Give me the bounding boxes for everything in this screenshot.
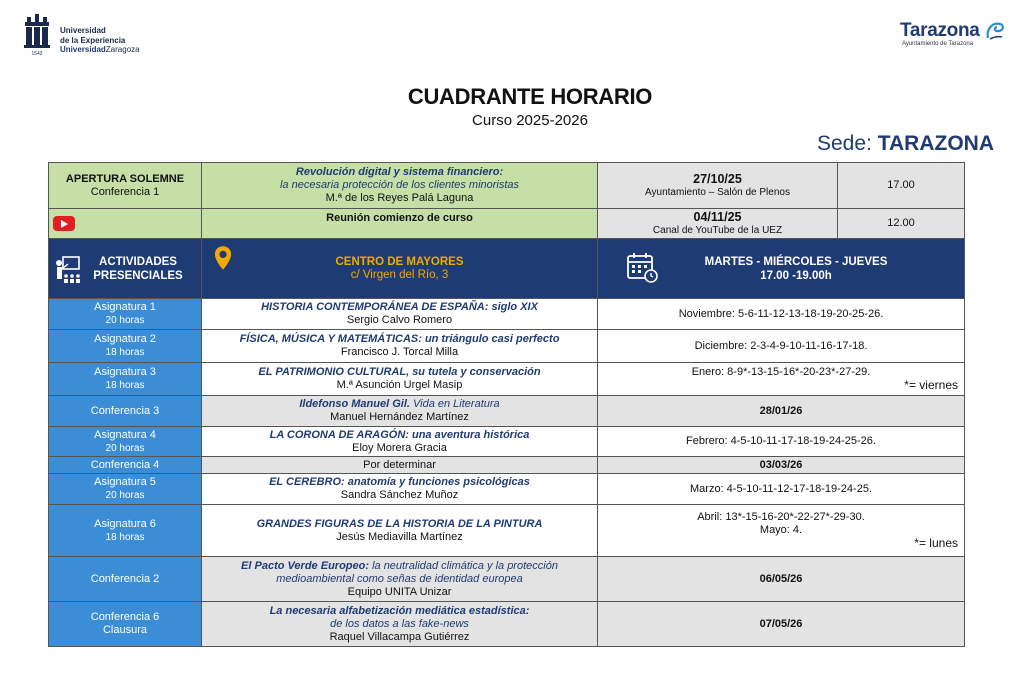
meeting-date-cell: [598, 209, 838, 239]
row-title: La necesaria alfabetización mediática estadística:: [269, 604, 530, 617]
row-course-cell: [202, 299, 598, 330]
university-crest-icon: [24, 14, 50, 56]
table-row: [49, 330, 965, 363]
uni-year: 1542: [31, 51, 43, 56]
meeting-label: Reunión comienzo de curso: [202, 209, 598, 239]
uni-line-2: de la Experiencia: [60, 35, 126, 45]
schedule-hours: 17.00 -19.00h: [760, 269, 832, 282]
table-row: [49, 363, 965, 396]
row-course-cell: [202, 330, 598, 363]
tarazona-wordmark: Tarazona: [899, 20, 980, 41]
table-row: [49, 427, 965, 457]
opening-speaker: M.ª de los Reyes Palá Laguna: [325, 192, 474, 204]
row-title-rest: la neutralidad climática y la protección: [369, 559, 558, 572]
row-label: Asignatura 6: [94, 517, 156, 530]
opening-row: [49, 163, 965, 209]
row-label: Conferencia 4: [49, 457, 202, 474]
row-title: LA CORONA DE ARAGÓN: una aventura histórica: [269, 428, 530, 441]
meeting-row: [49, 209, 965, 239]
opening-label: APERTURA SOLEMNE: [65, 172, 185, 185]
row-dates-cell: [598, 363, 965, 396]
opening-place: Ayuntamiento – Salón de Plenos: [645, 186, 790, 198]
table-row: [49, 557, 965, 602]
row-label-cell: [49, 299, 202, 330]
row-label-cell: [49, 330, 202, 363]
meeting-place: Canal de YouTube de la UEZ: [652, 224, 783, 236]
row-title: GRANDES FIGURAS DE LA HISTORIA DE LA PINTURA: [256, 517, 543, 530]
row-hours: 20 horas: [105, 490, 145, 501]
row-dates: Marzo: 4-5-10-11-12-17-18-19-24-25.: [598, 474, 965, 505]
row-hours: 20 horas: [105, 315, 145, 326]
opening-sub: Conferencia 1: [90, 185, 160, 198]
row-hours: 18 horas: [105, 380, 145, 391]
row-speaker: Sergio Calvo Romero: [346, 314, 453, 326]
swirl-icon: [984, 20, 1006, 42]
row-speaker: Raquel Villacampa Gutiérrez: [329, 630, 470, 643]
meeting-icon-cell: [49, 209, 202, 239]
row-note: *= lunes: [914, 536, 958, 550]
location-address: c/ Virgen del Río, 3: [350, 269, 449, 281]
row-speaker: Equipo UNITA Unizar: [347, 585, 452, 598]
uni-line-1: Universidad: [60, 26, 106, 35]
schedule-table: [48, 162, 965, 647]
university-logo: [24, 14, 140, 56]
row-dates: Febrero: 4-5-10-11-17-18-19-24-25-26.: [598, 427, 965, 457]
table-row: [49, 505, 965, 557]
row-speaker: Manuel Hernández Martínez: [330, 411, 469, 423]
sede-prefix: Sede:: [817, 132, 872, 155]
row-title-line-2: medioambiental como señas de identidad europea: [276, 572, 523, 585]
row-label-2: Clausura: [102, 624, 148, 636]
row-label: Asignatura 1: [94, 301, 156, 313]
row-speaker: Eloy Morera Gracia: [352, 441, 447, 454]
row-speaker: Por determinar: [202, 457, 598, 474]
row-label-cell: [49, 427, 202, 457]
row-course-cell: [202, 363, 598, 396]
location-name: CENTRO DE MAYORES: [335, 256, 464, 268]
university-name: [60, 26, 140, 55]
uni-line-3b: Zaragoza: [105, 45, 140, 54]
opening-label-cell: [49, 163, 202, 209]
tarazona-subtitle: Ayuntamiento de Tarazona: [901, 41, 974, 47]
row-label: Conferencia 6: [90, 611, 160, 623]
row-dates: Enero: 8-9*-13-15-16*-20-23*-27-29.: [691, 366, 871, 378]
table-row: [49, 602, 965, 647]
row-hours: 18 horas: [105, 531, 145, 543]
section-header-row: [49, 239, 965, 299]
page-subtitle: Curso 2025-2026: [472, 112, 588, 129]
opening-date-cell: [598, 163, 838, 209]
row-course-cell: [202, 505, 598, 557]
row-title: EL CEREBRO: anatomía y funciones psicológicas: [269, 476, 530, 488]
row-title-rest: Vida en Literatura: [409, 398, 500, 410]
activities-header: [49, 239, 202, 299]
opening-date: 27/10/25: [693, 171, 742, 186]
schedule-header: [598, 239, 965, 299]
row-dates-2: Mayo: 4.: [759, 524, 803, 536]
page-title: CUADRANTE HORARIO: [407, 84, 653, 109]
row-course-cell: [202, 427, 598, 457]
sede-label: [817, 132, 994, 156]
row-label-cell: [49, 363, 202, 396]
row-label-cell: [49, 474, 202, 505]
row-title: HISTORIA CONTEMPORÁNEA DE ESPAÑA: siglo XIX: [261, 301, 538, 313]
opening-time: 17.00: [838, 163, 965, 209]
row-course-cell: [202, 602, 598, 647]
meeting-time: 12.00: [838, 209, 965, 239]
row-dates: Abril: 13*-15-16-20*-22-27*-29-30.: [697, 511, 865, 523]
row-dates: 28/01/26: [598, 396, 965, 427]
row-speaker: Jesús Mediavilla Martínez: [336, 530, 463, 543]
location-header: [202, 239, 598, 299]
activities-line-2: PRESENCIALES: [93, 269, 183, 282]
table-row: [49, 457, 965, 474]
row-label-cell: [49, 602, 202, 647]
teacher-icon: [53, 255, 83, 285]
row-dates: 07/05/26: [598, 602, 965, 647]
row-speaker: Francisco J. Torcal Milla: [340, 346, 459, 358]
table-row: [49, 474, 965, 505]
row-label: Asignatura 5: [94, 476, 156, 488]
opening-topic-cell: [202, 163, 598, 209]
row-title: FÍSICA, MÚSICA Y MATEMÁTICAS: un triángulo casi perfecto: [239, 333, 560, 345]
row-dates: 03/03/26: [598, 457, 965, 474]
table-row: [49, 396, 965, 427]
youtube-icon[interactable]: [53, 216, 75, 231]
meeting-date: 04/11/25: [693, 209, 742, 224]
row-note: *= viernes: [904, 378, 958, 392]
row-title-line-2: de los datos a las fake-news: [330, 617, 469, 630]
row-speaker: Sandra Sánchez Muñoz: [340, 489, 459, 501]
activities-line-1: ACTIVIDADES: [99, 255, 177, 268]
row-course-cell: [202, 474, 598, 505]
row-label-cell: [49, 505, 202, 557]
row-hours: 18 horas: [105, 347, 145, 358]
row-title-bold: El Pacto Verde Europeo:: [241, 559, 370, 572]
row-label: Conferencia 3: [49, 396, 202, 427]
tarazona-logo: [900, 20, 1006, 47]
row-speaker: M.ª Asunción Urgel Masip: [336, 379, 463, 391]
row-dates: Diciembre: 2-3-4-9-10-11-16-17-18.: [598, 330, 965, 363]
row-title: EL PATRIMONIO CULTURAL, su tutela y conservación: [258, 366, 541, 378]
row-dates: 06/05/26: [598, 557, 965, 602]
row-label: Conferencia 2: [49, 557, 202, 602]
row-course-cell: [202, 557, 598, 602]
calendar-icon: [626, 251, 658, 283]
row-dates-cell: [598, 505, 965, 557]
opening-topic-sub: la necesaria protección de los clientes minoristas: [279, 179, 520, 191]
sede-value: TARAZONA: [877, 132, 994, 155]
schedule-days: MARTES - MIÉRCOLES - JUEVES: [704, 255, 888, 268]
row-title-bold: Ildefonso Manuel Gil.: [299, 398, 410, 410]
row-label: Asignatura 3: [94, 366, 156, 378]
table-row: [49, 299, 965, 330]
row-dates: Noviembre: 5-6-11-12-13-18-19-20-25-26.: [598, 299, 965, 330]
row-hours: 20 horas: [105, 442, 145, 454]
location-pin-icon: [214, 245, 232, 271]
opening-topic-title: Revolución digital y sistema financiero:: [295, 166, 504, 178]
uni-line-3a: Universidad: [60, 45, 106, 54]
row-label: Asignatura 2: [94, 333, 156, 345]
row-label: Asignatura 4: [94, 428, 156, 441]
row-course-cell: [202, 396, 598, 427]
